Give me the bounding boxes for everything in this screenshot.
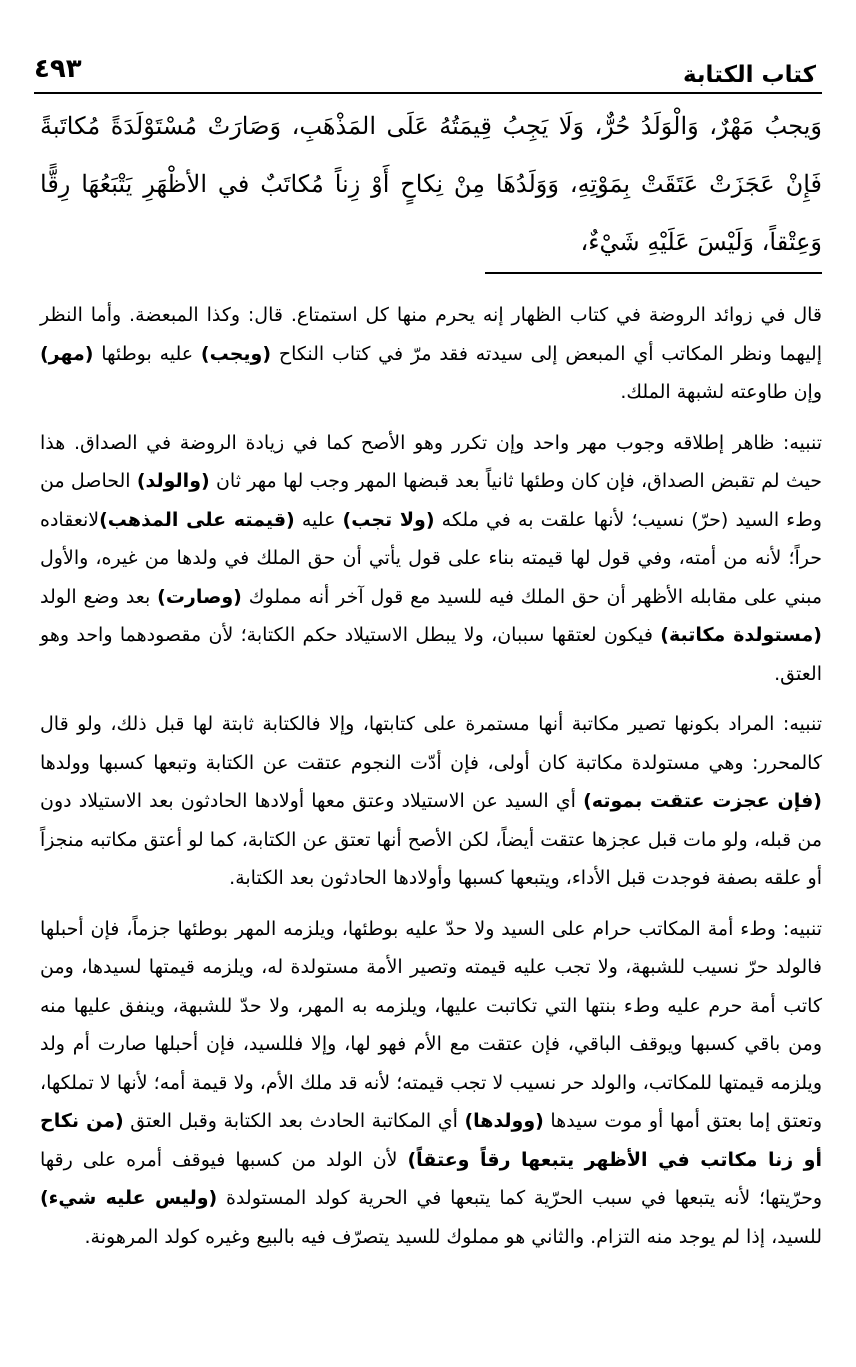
commentary-text: تنبيه: ظاهر إطلاقه وجوب مهر واحد وإن تكرر وهو الأصح كما في زيادة الروضة في الصداق. هذا حيث لم تقبض الصداق، فإن كان وطئها ثانياً بعد قبضها المهر وجب لها مهر ثان [40,431,822,492]
matn-text: وَيجبُ مَهْرٌ، وَالْوَلَدُ حُرٌّ، وَلَا يَجِبُ قِيمَتُهُ عَلَى المَذْهَبِ، وَصَارَتْ مُسْتَوْلَدَةً مُكاتَبةً فَإِنْ عَجَزَتْ عَتَقَتْ بِمَوْتِهِ، وَوَلَدُهَا مِنْ نِكاحٍ أَوْ زِناً مُكاتَبٌ في الأظْهَرِ يَتْبَعُهَا رِقًّا وَعِتْقاً، وَلَيْسَ عَلَيْهِ شَيْءٌ، [40,112,823,256]
commentary-text: عليه [294,508,343,531]
quoted-matn: (مهر) [40,342,94,365]
quoted-matn: (والولد) [136,470,210,492]
matn-divider [485,272,822,274]
commentary-paragraph [40,296,822,412]
commentary-text: وإن طاوعته لشبهة الملك. [620,381,822,403]
commentary-text: فيكون لعتقها سببان، ولا يبطل الاستيلاد حكم الكتابة؛ لأن مقصودهما واحد وهو العتق. [40,624,822,685]
commentary-text: الحاصل من وطء السيد (حرّ) نسيب؛ لأنها علقت به في ملكه [40,470,822,531]
quoted-matn: (من نكاح أو زنا مكاتب في الأظهر يتبعها رقاً وعتقاً) [40,1110,822,1171]
commentary-text: عليه بوطئها [93,342,201,365]
commentary-text: للسيد، إذا لم يوجد منه التزام. والثاني هو مملوك للسيد يتصرّف فيه بالبيع وغيره كولد المرهونة. [84,1225,822,1248]
page-header [34,52,822,94]
quoted-matn: (وصارت) [157,585,242,608]
commentary-text: قال في زوائد الروضة في كتاب الظهار إنه يحرم منها كل استمتاع. قال: وكذا المبعضة. وأما النظر إليهما ونظر المكاتب أي المبعض إلى سيدته فقد مرّ في كتاب النكاح [40,304,822,365]
commentary-paragraph [40,424,822,694]
quoted-matn: (وليس عليه شيء) [40,1187,218,1209]
commentary-text: لأن الولد من كسبها فيوقف أمره على رقها وحرّيتها؛ لأنه يتبعها في سبب الحرّية كما يتبعها في الحرية كولد المستولدة [40,1148,823,1209]
quoted-matn: (وولدها) [464,1110,544,1132]
commentary-text: تنبيه: وطء أمة المكاتب حرام على السيد ولا حدّ عليه بوطئها، ويلزمه المهر بوطئها جزماً، فإن أحبلها فالولد حرّ نسيب للشبهة، ولا تجب عليه قيمته وتصير الأمة مستولدة له، ويلزمه قيمتها لسيدها، ومن كاتب أمة حرم عليه وطء بنتها التي تكاتبت عليها، ويلزمه به المهر، ولا حدّ للشبهة، وينفق عليها منه ومن باقي كسبها ويوقف الباقي، فإن عتقت مع الأم فهو لها، وإلا فللسيد، فإن أحبلها صارت أم ولد ويلزمه قيمتها للمكاتب، والولد حر نسيب لا تجب قيمته؛ لأنه قد ملك الأم، ولا قيمة أمه؛ لأنها لا تملكها، وتعتق إما بعتق أمها أو موت سيدها [40,917,822,1132]
commentary-text: تنبيه: المراد بكونها تصير مكاتبة أنها مستمرة على كتابتها، وإلا فالكتابة ثابتة لها قبل ذلك، ولو قال كالمحرر: وهي مستولدة مكاتبة كان أولى، فإن أدّت النجوم عتقت عن الكتابة وتبعها كسبها وولدها [40,713,822,774]
commentary-text: بعد وضع الولد [40,585,158,608]
commentary-paragraph [40,910,822,1257]
commentary [40,296,822,1268]
book-title: كتاب الكتابة [682,62,816,88]
quoted-matn: (مستولدة مكاتبة) [660,624,822,646]
quoted-matn: (ولا تجب) [342,508,435,531]
commentary-text: أي السيد عن الاستيلاد وعتق معها أولادها الحادثون بعد الاستيلاد دون من قبله، ولو مات قبل عجزها عتقت أيضاً، لكن الأصح أنها تعتق عن الكتابة، كما لو أعتق مكاتبه منجزاً أو علقه بصفة فوجدت قبل الأداء، ويتبعها كسبها وأولادها الحادثون بعد الكتابة. [40,790,822,889]
quoted-matn: (ويجب) [200,342,272,365]
commentary-text: لانعقاده حراً؛ لأنه من أمته، وفي قول لها قيمته بناء على قول يأتي أن حق الملك في ولدها من غيره، والأول مبني على مقابله الأظهر أن حق الملك فيه للسيد مع قول آخر أنه مملوك [40,508,822,608]
quoted-matn: (قيمته على المذهب) [99,508,295,531]
commentary-paragraph [40,705,822,898]
page-number: ٤٩٣ [34,54,82,84]
quoted-matn: (فإن عجزت عتقت بموته) [583,790,822,812]
header-divider [34,92,822,94]
commentary-text: أي المكاتبة الحادث بعد الكتابة وقبل العتق [123,1110,465,1132]
